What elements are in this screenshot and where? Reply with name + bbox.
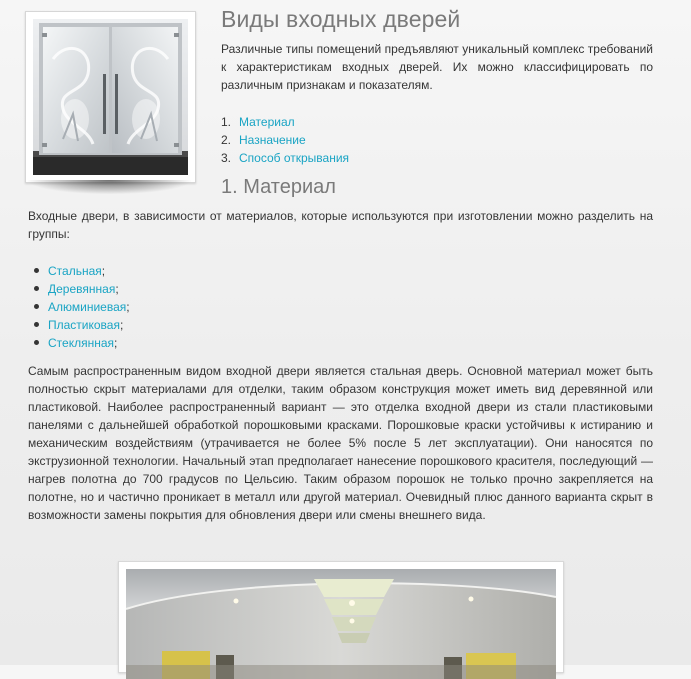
toc-link-opening-method[interactable]: Способ открывания [239,151,350,165]
list-item-suffix: ; [101,264,106,278]
list-item [33,280,130,298]
toc-item-number: 3. [221,151,232,165]
interior-illustration [126,569,556,679]
section-lead-paragraph: Входные двери, в зависимости от материалов, которые используются при изготовлении можно разделить на группы: [28,209,653,241]
body-paragraph: Самым распространенным видом входной двери является стальная дверь. Основной материал может быть полностью скрыт материалами для отделки, таким образом конструкция может иметь вид деревянной или пластиковой. Наиболее распространенный вариант — это отделка входной двери из стали пластиковыми панелями с дальнейшей обработкой порошковыми красками. Порошковые краски устойчивы к истиранию и механическим воздействиям (утрачивается не более 5% после 5 лет эксплуатации). Они наносятся по экструзионной технологии. Начальный этап предполагает нанесение порошкового красителя, последующий — нагрев полотна до 700 градусов по Цельсию. Таким образом порошок не только прочно закрепляется на полотне, но и частично проникает в металл или другой материал. Очевидный плюс данного варианта скрыт в возможности замены покрытия для обновления двери или смены внешнего вида. [28,364,653,522]
toc-item-opening [221,149,349,167]
interior-photo [118,561,564,673]
page-title: Виды входных дверей [221,6,461,32]
bullet-icon [34,340,39,345]
material-link-wood[interactable]: Деревянная [48,282,116,296]
list-item [33,262,130,280]
photo-shadow [28,180,191,194]
section-heading-material: 1. Материал [221,176,336,198]
list-item [33,316,130,334]
interior-image [126,569,556,679]
toc-item-purpose [221,131,349,149]
bullet-icon [34,286,39,291]
list-item-suffix: ; [114,336,118,350]
materials-list [33,262,130,352]
list-item [33,298,130,316]
bullet-icon [34,304,39,309]
material-link-glass[interactable]: Стеклянная [48,336,115,350]
material-link-plastic[interactable]: Пластиковая [48,318,120,332]
bullet-icon [34,268,39,273]
intro-paragraph: Различные типы помещений предъявляют уникальный комплекс требований к характеристикам входных дверей. Их можно классифицировать по различным признакам и показателям. [221,42,653,92]
list-item [33,334,130,352]
list-item-suffix: ; [115,282,119,296]
glass-door-illustration [33,19,188,175]
material-link-aluminum[interactable]: Алюминиевая [48,300,127,314]
toc-link-purpose[interactable]: Назначение [239,133,306,147]
bullet-icon [34,322,39,327]
material-link-steel[interactable]: Стальная [48,264,102,278]
toc-item-material [221,113,349,131]
toc-item-number: 1. [221,115,232,129]
toc-link-material[interactable]: Материал [239,115,295,129]
list-item-suffix: ; [119,318,124,332]
glass-door-photo [25,11,196,183]
glass-door-image [33,19,188,175]
table-of-contents [221,113,349,167]
list-item-suffix: ; [126,300,130,314]
toc-item-number: 2. [221,133,232,147]
